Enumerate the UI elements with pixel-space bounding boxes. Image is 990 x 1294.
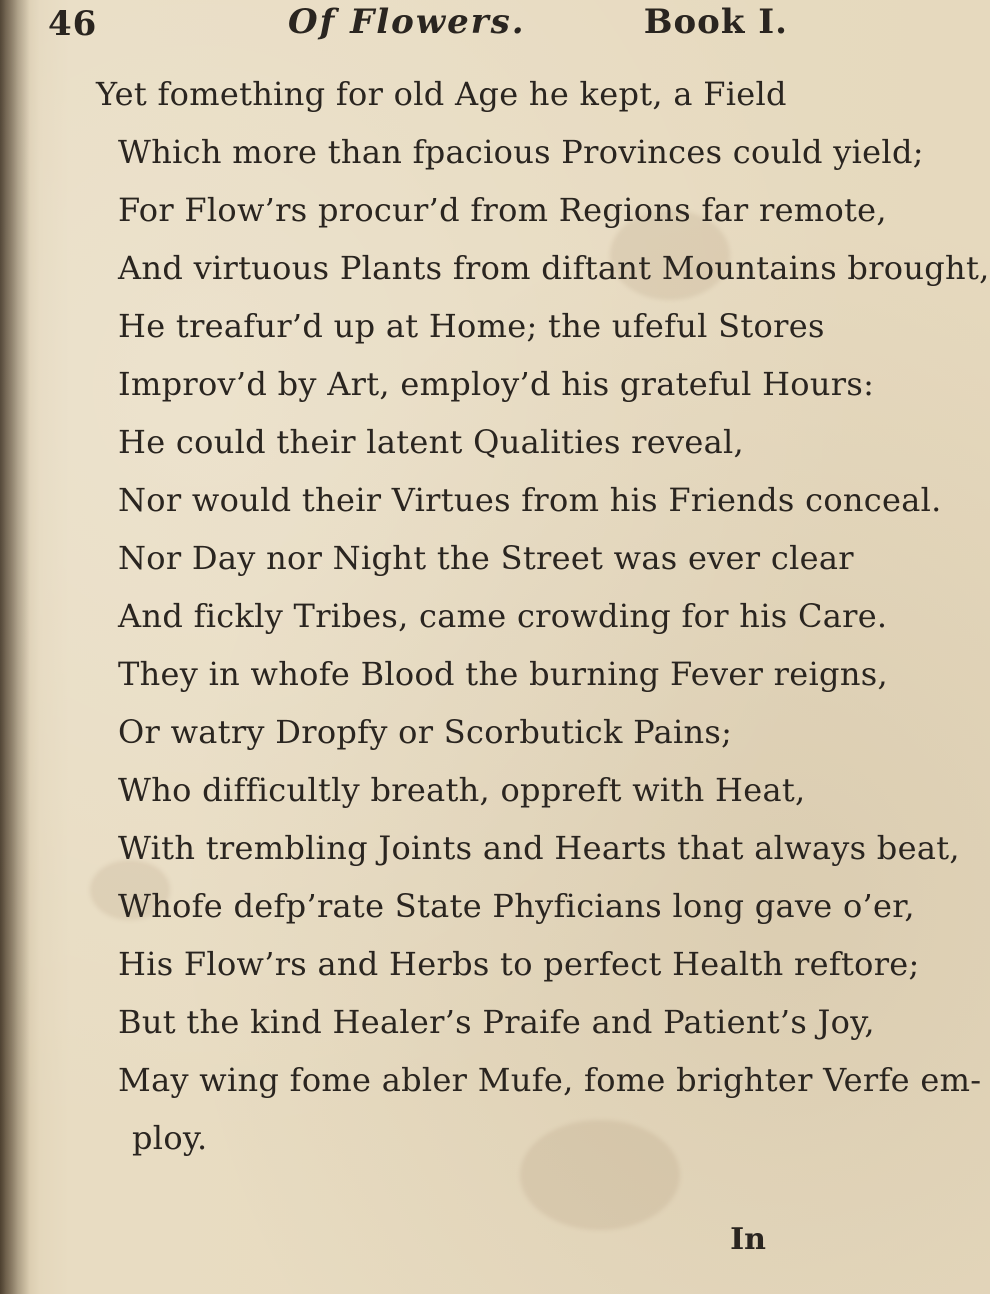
page-header — [48, 0, 788, 56]
verse-line: Improv’d by Art, employ’d his grateful Hours: — [118, 365, 875, 403]
verse-line: Who difficultly breath, oppreft with Heat, — [118, 771, 806, 809]
verse-line: Whofe defp’rate State Phyficians long gave o’er, — [118, 887, 915, 925]
verse-line: But the kind Healer’s Praife and Patient’s Joy, — [118, 1003, 875, 1041]
binding-gutter-shadow — [0, 0, 30, 1294]
verse-line: He treafur’d up at Home; the ufeful Stores — [118, 307, 825, 345]
catchword: In — [730, 1222, 766, 1257]
verse-line: And fickly Tribes, came crowding for his Care. — [118, 597, 888, 635]
verse-line: Which more than fpacious Provinces could yield; — [118, 133, 924, 171]
verse-line: With trembling Joints and Hearts that always beat, — [118, 829, 960, 867]
verse-line: And virtuous Plants from diftant Mountains brought, — [118, 249, 990, 287]
verse-line: Or watry Dropfy or Scorbutick Pains; — [118, 713, 733, 751]
verse-line: Nor would their Virtues from his Friends conceal. — [118, 481, 942, 519]
paper-stain — [520, 1120, 680, 1230]
verse-line: For Flow’rs procur’d from Regions far remote, — [118, 191, 887, 229]
page-number: 46 — [48, 4, 98, 44]
verse-line: May wing fome abler Mufe, fome brighter Verfe em- — [118, 1061, 982, 1099]
verse-line: Yet fomething for old Age he kept, a Field — [96, 75, 787, 113]
verse-line: They in whofe Blood the burning Fever reigns, — [118, 655, 888, 693]
verse-line: His Flow’rs and Herbs to perfect Health reftore; — [118, 945, 920, 983]
running-title: Of Flowers. — [288, 2, 526, 42]
verse-line: He could their latent Qualities reveal, — [118, 423, 745, 461]
verse-line: Nor Day nor Night the Street was ever clear — [118, 539, 854, 577]
book-label: Book I. — [643, 2, 788, 42]
verse-line: ploy. — [132, 1119, 208, 1157]
